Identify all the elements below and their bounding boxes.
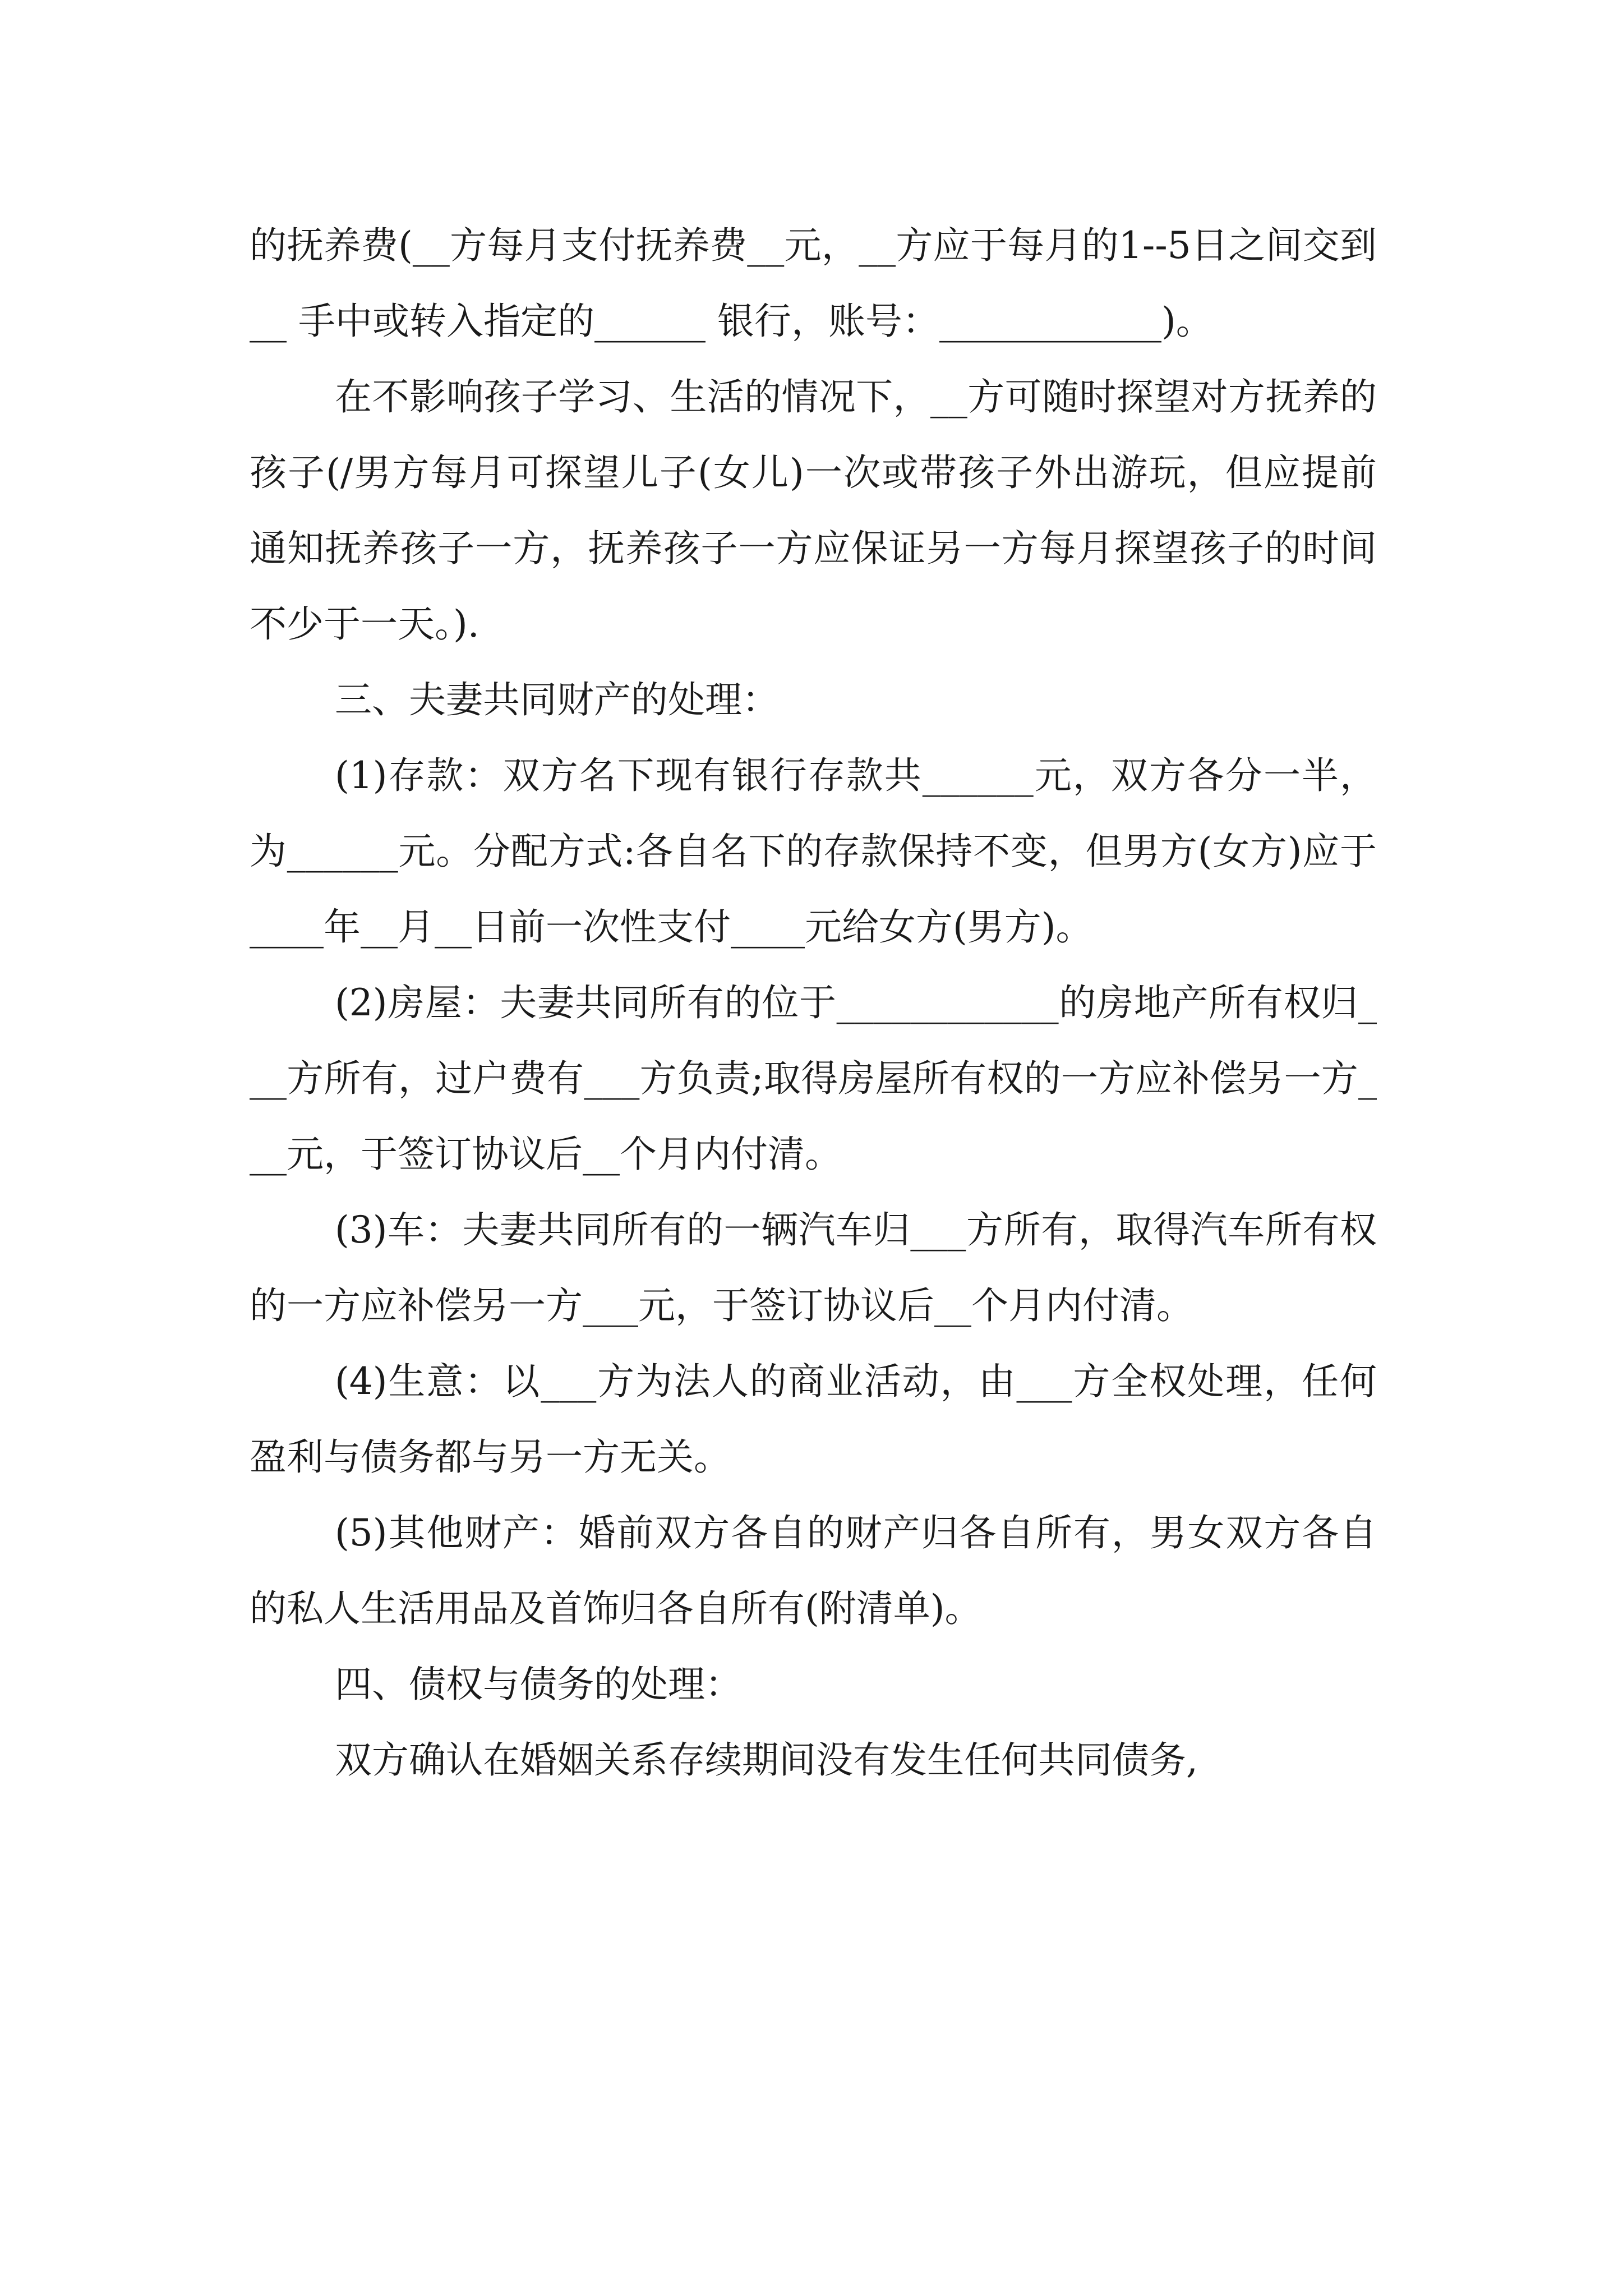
paragraph-other-property: (5)其他财产：婚前双方各自的财产归各自所有，男女双方各自的私人生活用品及首饰归各自所有(附清单)。 [250, 1511, 1377, 1630]
paragraph-house: (2)房屋：夫妻共同所有的位于____________的房地产所有权归___方所有，过户费有___方负责;取得房屋所有权的一方应补偿另一方___元，于签订协议后__个月内付清。 [250, 981, 1377, 1176]
section-heading-joint-property: 三、夫妻共同财产的处理： [335, 678, 779, 721]
paragraph-visitation: 在不影响孩子学习、生活的情况下，__方可随时探望对方抚养的孩子(/男方每月可探望儿子(女儿)一次或带孩子外出游玩，但应提前通知抚养孩子一方，抚养孩子一方应保证另一方每月探望孩子的时间不少于一天。). [250, 375, 1377, 646]
paragraph-car: (3)车：夫妻共同所有的一辆汽车归___方所有，取得汽车所有权的一方应补偿另一方___元，于签订协议后__个月内付清。 [250, 1208, 1377, 1327]
section-heading-debts: 四、债权与债务的处理： [335, 1663, 742, 1706]
paragraph-deposits: (1)存款：双方名下现有银行存款共______元，双方各分一半，为______元。分配方式:各自名下的存款保持不变，但男方(女方)应于____年__月__日前一次性支付____元给女方(男方)。 [250, 754, 1377, 949]
paragraph-business: (4)生意：以___方为法人的商业活动，由___方全权处理，任何盈利与债务都与另一方无关。 [250, 1360, 1377, 1479]
paragraph-child-support-payment: 的抚养费(__方每月支付抚养费__元，__方应于每月的1--5日之间交到__ 手中或转入指定的______ 银行，账号：____________)。 [250, 224, 1377, 343]
document-page [250, 208, 1377, 1798]
paragraph-debts-confirmation: 双方确认在婚姻关系存续期间没有发生任何共同债务, [335, 1738, 1198, 1782]
